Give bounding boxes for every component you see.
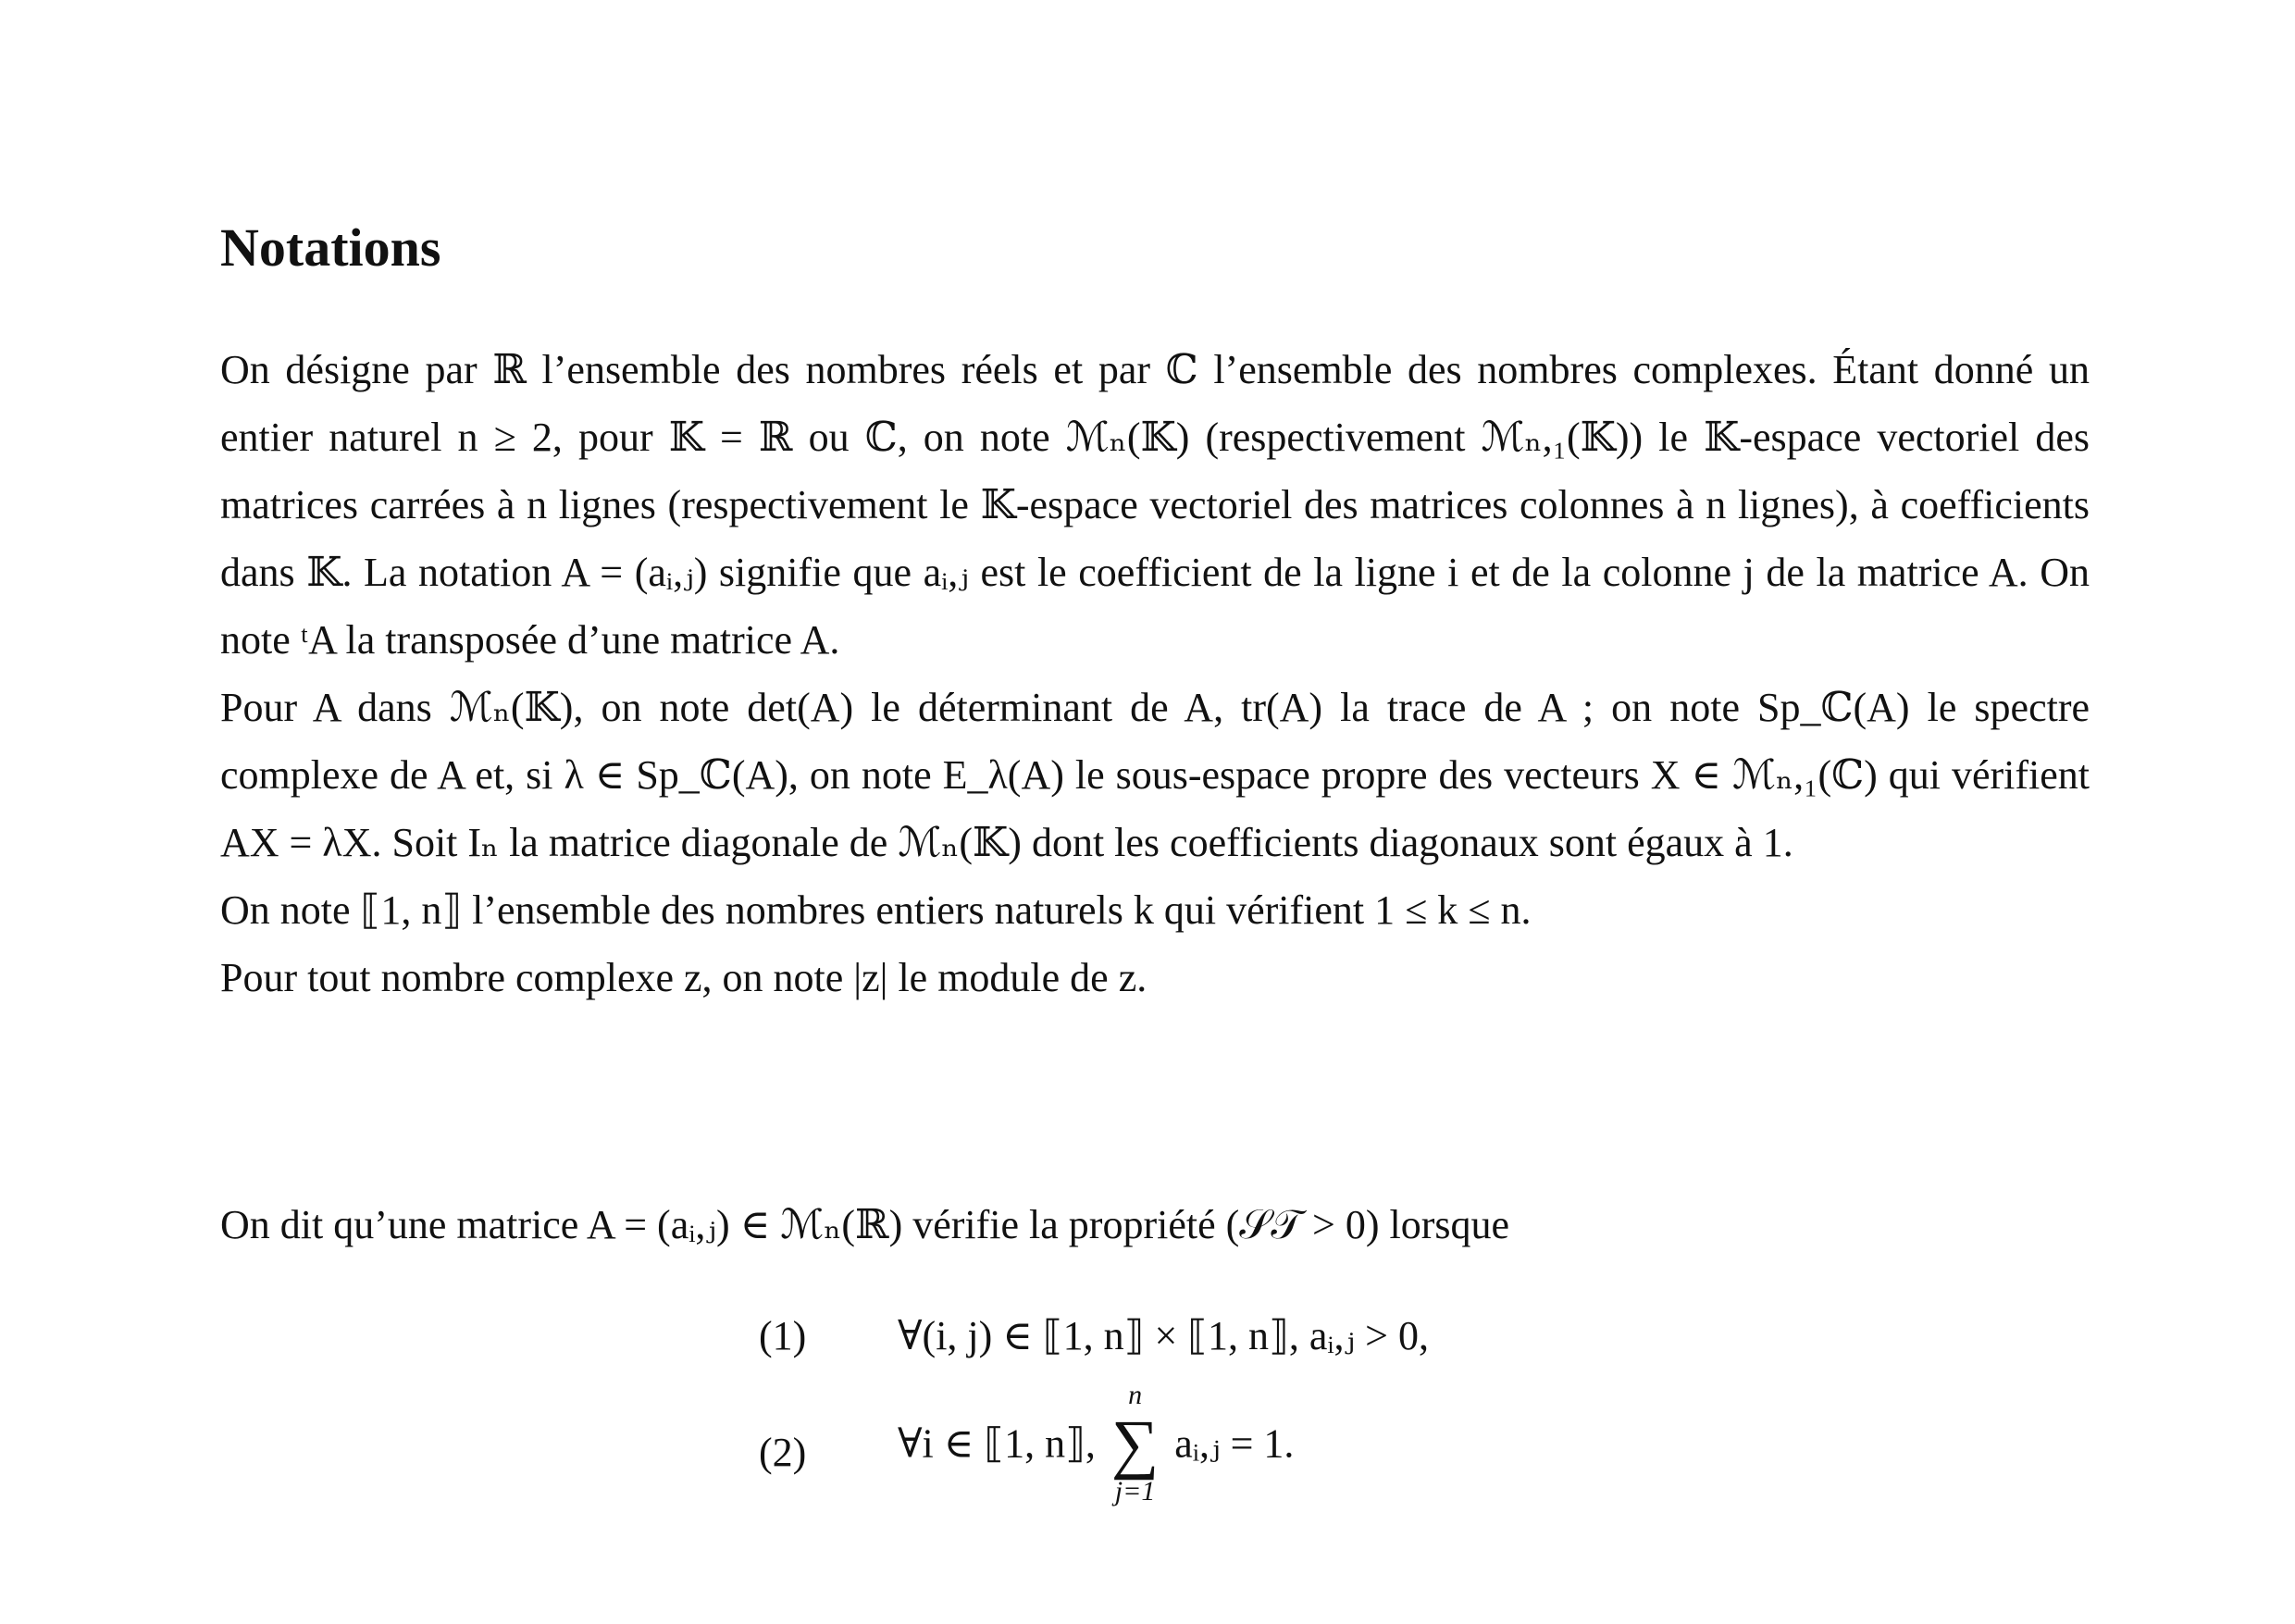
notations-text [220, 336, 2090, 1011]
equation-body: ∀(i, j) ∈ ⟦1, n⟧ × ⟦1, n⟧, aᵢ,ⱼ > 0, [898, 1313, 1429, 1358]
equation-tail: aᵢ,ⱼ = 1. [1174, 1420, 1295, 1467]
equation-block [759, 1295, 1684, 1536]
equation-number: (1) [759, 1313, 807, 1358]
section-heading: Notations [220, 217, 441, 278]
equation-body [898, 1381, 1294, 1506]
paragraph-spectrum: Pour A dans ℳₙ(𝕂), on note det(A) le déterminant de A, tr(A) la trace de A ; on note Sp_ℂ(A) le spectre complexe de A et, si λ ∈ Sp_ℂ(A), on note E_λ(A) le sous-espace propre des vecteurs X ∈ ℳₙ,₁(ℂ) qui vérifient AX = λX. Soit Iₙ la matrice diagonale de ℳₙ(𝕂) dont les coefficients diagonaux sont égaux à 1. [220, 685, 2090, 865]
property-definition: On dit qu’une matrice A = (aᵢ,ⱼ) ∈ ℳₙ(ℝ) vérifie la propriété (𝒮𝒯 > 0) lorsque [220, 1202, 1510, 1247]
paragraph-interval: On note ⟦1, n⟧ l’ensemble des nombres entiers naturels k qui vérifient 1 ≤ k ≤ n. [220, 887, 1532, 933]
paragraph-modulus: Pour tout nombre complexe z, on note |z| le module de z. [220, 955, 1148, 1000]
paragraph-intro: On désigne par ℝ l’ensemble des nombres réels et par ℂ l’ensemble des nombres complexes. Étant donné un entier naturel n ≥ 2, pour 𝕂 = ℝ ou ℂ, on note ℳₙ(𝕂) (respectivement ℳₙ,₁(𝕂)) le 𝕂-espace vectoriel des matrices carrées à n lignes (respectivement le 𝕂-espace vectoriel des matrices colonnes à n lignes), à coefficients dans 𝕂. La notation A = (aᵢ,ⱼ) signifie que aᵢ,ⱼ est le coefficient de la ligne i et de la colonne j de la matrice A. On note ᵗA la transposée d’une matrice A. [220, 347, 2090, 663]
sum-symbol: ∑ [1110, 1407, 1160, 1481]
equation-number: (2) [759, 1430, 807, 1475]
sum-lower-limit: j=1 [1114, 1476, 1156, 1506]
sum-upper-limit: n [1128, 1380, 1143, 1410]
summation [1111, 1381, 1159, 1506]
equation-lead: ∀i ∈ ⟦1, n⟧, [898, 1420, 1096, 1467]
